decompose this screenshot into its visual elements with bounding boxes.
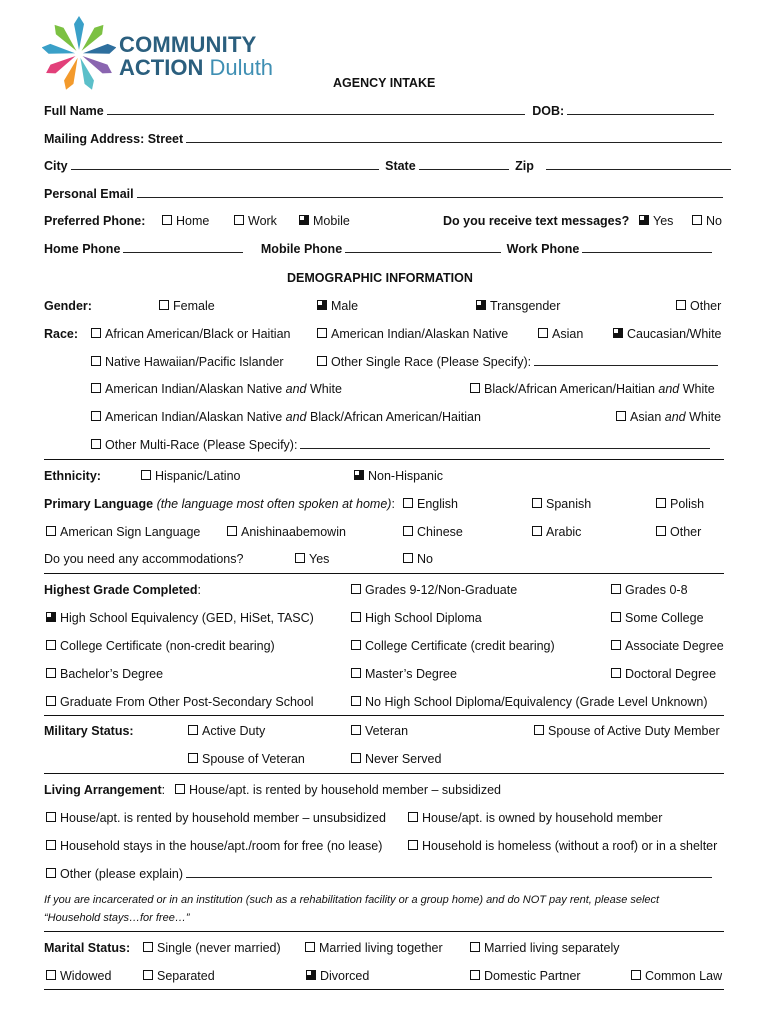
checkbox-icon[interactable]	[470, 942, 480, 952]
edu-hs-equivalency[interactable]	[46, 610, 314, 626]
option-label: English	[417, 497, 458, 511]
checkbox-checked-icon[interactable]	[299, 215, 309, 225]
checkbox-checked-icon[interactable]	[639, 215, 649, 225]
checkbox-icon[interactable]	[227, 526, 237, 536]
checkbox-checked-icon[interactable]	[46, 612, 56, 622]
option-label: Other (please explain)	[60, 867, 183, 881]
ethnicity-non-hispanic[interactable]	[354, 468, 443, 484]
checkbox-icon[interactable]	[351, 725, 361, 735]
option-label: White	[685, 410, 722, 424]
language-spanish[interactable]	[532, 496, 591, 512]
gender-label: Gender:	[44, 299, 92, 313]
living-label-row	[44, 782, 165, 798]
dob-label: DOB:	[532, 104, 565, 118]
checkbox-icon[interactable]	[143, 942, 153, 952]
checkbox-icon[interactable]	[351, 640, 361, 650]
living-other[interactable]	[46, 866, 712, 882]
marital-common-law[interactable]	[631, 968, 722, 984]
option-label-emphasis: and	[285, 410, 307, 424]
checkbox-icon[interactable]	[46, 812, 56, 822]
option-label: Mobile	[313, 214, 350, 228]
mobile-phone-field[interactable]	[345, 241, 501, 253]
military-active-duty[interactable]	[188, 723, 265, 739]
race-other-single-field[interactable]	[534, 354, 718, 366]
checkbox-icon[interactable]	[143, 970, 153, 980]
option-label: Household stays in the house/apt./room for free (no lease)	[60, 839, 383, 853]
option-label: No	[417, 552, 433, 566]
option-label: Married living together	[319, 941, 443, 955]
home-phone-field[interactable]	[123, 241, 243, 253]
race-other-multi[interactable]	[91, 437, 710, 453]
checkbox-icon[interactable]	[532, 498, 542, 508]
checkbox-icon[interactable]	[351, 584, 361, 594]
edu-cert-noncredit[interactable]	[46, 638, 275, 654]
option-label: American Sign Language	[60, 525, 201, 539]
military-label: Military Status:	[44, 724, 134, 738]
text-messages-no[interactable]	[692, 213, 722, 229]
education-label: Highest Grade Completed	[44, 583, 198, 597]
marital-label: Marital Status:	[44, 941, 131, 955]
edu-grades-0-8[interactable]	[611, 582, 688, 598]
option-label: Other Multi-Race (Please Specify):	[105, 438, 298, 452]
phones-row	[44, 241, 712, 257]
state-label: State	[385, 159, 416, 173]
checkbox-icon[interactable]	[403, 526, 413, 536]
edu-no-diploma[interactable]	[351, 694, 708, 710]
checkbox-icon[interactable]	[188, 725, 198, 735]
personal-email-field[interactable]	[137, 186, 723, 198]
checkbox-icon[interactable]	[46, 668, 56, 678]
option-label: Black/African American/Haitian	[484, 382, 659, 396]
living-label: Living Arrangement	[44, 783, 162, 797]
marital-married-together[interactable]	[305, 940, 443, 956]
marital-divorced[interactable]	[306, 968, 369, 984]
checkbox-icon[interactable]	[611, 584, 621, 594]
edu-master[interactable]	[351, 666, 457, 682]
option-label: Polish	[670, 497, 705, 511]
option-label: Asian	[630, 410, 665, 424]
option-label: White	[679, 382, 715, 396]
checkbox-icon[interactable]	[295, 553, 305, 563]
race-american-indian-black[interactable]	[91, 409, 481, 425]
personal-email-row	[44, 186, 723, 202]
accommodations-yes[interactable]	[295, 551, 329, 567]
option-label: House/apt. is rented by household member – subsidized	[189, 783, 501, 797]
checkbox-icon[interactable]	[317, 356, 327, 366]
checkbox-icon[interactable]	[616, 411, 626, 421]
preferred-phone-mobile[interactable]	[299, 213, 350, 229]
option-label: Caucasian/White	[627, 327, 722, 341]
home-phone-label: Home Phone	[44, 242, 121, 256]
language-polish[interactable]	[656, 496, 704, 512]
living-note-line1: If you are incarcerated or in an institution (such as a rehabilitation facility or a group home) and do NOT pay rent, please select	[44, 894, 660, 906]
gender-male[interactable]	[317, 298, 358, 314]
demographic-title: DEMOGRAPHIC INFORMATION	[287, 271, 473, 285]
checkbox-icon[interactable]	[91, 328, 101, 338]
option-label: Black/African American/Haitian	[306, 410, 481, 424]
option-label: Spanish	[546, 497, 592, 511]
option-label: Yes	[309, 552, 330, 566]
city-label: City	[44, 159, 68, 173]
language-english[interactable]	[403, 496, 458, 512]
option-label: Female	[173, 299, 215, 313]
marital-widowed[interactable]	[46, 968, 111, 984]
checkbox-icon[interactable]	[46, 696, 56, 706]
option-label: Domestic Partner	[484, 969, 581, 983]
checkbox-icon[interactable]	[46, 970, 56, 980]
option-label: Master’s Degree	[365, 667, 457, 681]
text-messages-yes[interactable]	[639, 213, 673, 229]
text-messages-label: Do you receive text messages?	[443, 214, 630, 228]
race-other-single[interactable]	[317, 354, 718, 370]
option-label: Non-Hispanic	[368, 469, 444, 483]
full-name-label: Full Name	[44, 104, 104, 118]
option-label: Chinese	[417, 525, 463, 539]
edu-some-college[interactable]	[611, 610, 704, 626]
language-hint: (the language most often spoken at home)	[156, 497, 392, 511]
race-black-white[interactable]	[470, 381, 715, 397]
checkbox-icon[interactable]	[656, 498, 666, 508]
state-field[interactable]	[419, 158, 509, 170]
option-label: College Certificate (non-credit bearing)	[60, 639, 275, 653]
race-american-indian-white[interactable]	[91, 381, 342, 397]
checkbox-icon[interactable]	[692, 215, 702, 225]
checkbox-icon[interactable]	[611, 612, 621, 622]
marital-single[interactable]	[143, 940, 281, 956]
race-asian-white[interactable]	[616, 409, 721, 425]
checkbox-icon[interactable]	[46, 840, 56, 850]
zip-label: Zip	[515, 159, 534, 173]
checkbox-icon[interactable]	[91, 411, 101, 421]
living-homeless[interactable]	[408, 838, 717, 854]
checkbox-icon[interactable]	[234, 215, 244, 225]
option-label: American Indian/Alaskan Native	[331, 327, 509, 341]
full-name-field[interactable]	[107, 103, 525, 115]
race-native-hawaiian[interactable]	[91, 354, 284, 370]
checkbox-icon[interactable]	[159, 300, 169, 310]
option-label: Graduate From Other Post-Secondary School	[60, 695, 314, 709]
military-spouse-veteran[interactable]	[188, 751, 305, 767]
checkbox-icon[interactable]	[408, 812, 418, 822]
gender-transgender[interactable]	[476, 298, 560, 314]
option-label: Veteran	[365, 724, 409, 738]
option-label: Asian	[552, 327, 584, 341]
checkbox-icon[interactable]	[91, 356, 101, 366]
dob-field[interactable]	[567, 103, 714, 115]
preferred-phone-home[interactable]	[162, 213, 209, 229]
race-african-american[interactable]	[91, 326, 291, 342]
option-label: White	[306, 382, 342, 396]
option-label: Bachelor’s Degree	[60, 667, 164, 681]
mailing-address-row	[44, 131, 722, 147]
edu-cert-credit[interactable]	[351, 638, 555, 654]
option-label-emphasis: and	[664, 410, 686, 424]
logo-wordmark-line2	[119, 56, 273, 80]
option-label: African American/Black or Haitian	[105, 327, 291, 341]
option-label: House/apt. is owned by household member	[422, 811, 663, 825]
option-label: Separated	[157, 969, 215, 983]
option-label: Doctoral Degree	[625, 667, 717, 681]
section-divider	[44, 989, 724, 990]
option-label: Household is homeless (without a roof) or in a shelter	[422, 839, 718, 853]
checkbox-icon[interactable]	[175, 784, 185, 794]
option-label: Divorced	[320, 969, 370, 983]
checkbox-icon[interactable]	[46, 868, 56, 878]
language-label-row	[44, 496, 395, 512]
checkbox-icon[interactable]	[91, 439, 101, 449]
checkbox-icon[interactable]	[631, 970, 641, 980]
option-label: Other	[690, 299, 722, 313]
option-label: Associate Degree	[625, 639, 724, 653]
checkbox-icon[interactable]	[305, 942, 315, 952]
language-asl[interactable]	[46, 524, 200, 540]
checkbox-checked-icon[interactable]	[476, 300, 486, 310]
checkbox-icon[interactable]	[403, 553, 413, 563]
option-label: Some College	[625, 611, 704, 625]
checkbox-icon[interactable]	[351, 753, 361, 763]
option-label: Spouse of Veteran	[202, 752, 305, 766]
checkbox-icon[interactable]	[317, 328, 327, 338]
language-colon: :	[391, 497, 395, 511]
section-divider	[44, 459, 724, 460]
option-label: Married living separately	[484, 941, 620, 955]
living-free[interactable]	[46, 838, 382, 854]
option-label: Work	[248, 214, 277, 228]
work-phone-field[interactable]	[582, 241, 712, 253]
mobile-phone-label: Mobile Phone	[260, 242, 343, 256]
race-other-multi-field[interactable]	[300, 437, 710, 449]
option-label: No High School Diploma/Equivalency (Grade Level Unknown)	[365, 695, 708, 709]
edu-grades-9-12[interactable]	[351, 582, 517, 598]
option-label: Native Hawaiian/Pacific Islander	[105, 355, 284, 369]
race-caucasian[interactable]	[613, 326, 722, 342]
option-label: American Indian/Alaskan Native	[105, 382, 286, 396]
option-label: Never Served	[365, 752, 442, 766]
option-label: Single (never married)	[157, 941, 281, 955]
ethnicity-hispanic[interactable]	[141, 468, 240, 484]
option-label: High School Diploma	[365, 611, 482, 625]
option-label: Other Single Race (Please Specify):	[331, 355, 532, 369]
form-title: AGENCY INTAKE	[333, 76, 436, 90]
section-divider	[44, 573, 724, 574]
checkbox-checked-icon[interactable]	[317, 300, 327, 310]
living-other-field[interactable]	[186, 866, 712, 878]
checkbox-icon[interactable]	[538, 328, 548, 338]
race-label: Race:	[44, 327, 79, 341]
checkbox-icon[interactable]	[188, 753, 198, 763]
option-label: Widowed	[60, 969, 112, 983]
checkbox-icon[interactable]	[532, 526, 542, 536]
education-label-row	[44, 582, 201, 598]
ethnicity-label: Ethnicity:	[44, 469, 101, 483]
logo-wordmark-line1: COMMUNITY	[119, 32, 257, 57]
language-label: Primary Language	[44, 497, 154, 511]
preferred-phone-work[interactable]	[234, 213, 277, 229]
checkbox-icon[interactable]	[656, 526, 666, 536]
checkbox-icon[interactable]	[351, 668, 361, 678]
checkbox-icon[interactable]	[408, 840, 418, 850]
full-name-row	[44, 103, 714, 119]
work-phone-label: Work Phone	[506, 242, 580, 256]
option-label: College Certificate (credit bearing)	[365, 639, 555, 653]
race-american-indian[interactable]	[317, 326, 508, 342]
edu-associate[interactable]	[611, 638, 724, 654]
edu-hs-diploma[interactable]	[351, 610, 482, 626]
city-field[interactable]	[71, 158, 379, 170]
language-chinese[interactable]	[403, 524, 463, 540]
marital-separated[interactable]	[143, 968, 215, 984]
gender-other[interactable]	[676, 298, 721, 314]
option-label-emphasis: and	[285, 382, 307, 396]
option-label: Arabic	[546, 525, 582, 539]
option-label: American Indian/Alaskan Native	[105, 410, 286, 424]
checkbox-icon[interactable]	[676, 300, 686, 310]
option-label: Male	[331, 299, 359, 313]
checkbox-icon[interactable]	[470, 383, 480, 393]
marital-domestic-partner[interactable]	[470, 968, 581, 984]
option-label: Other	[670, 525, 702, 539]
language-anishinaabemowin[interactable]	[227, 524, 346, 540]
logo-word-action: ACTION	[119, 55, 204, 80]
checkbox-checked-icon[interactable]	[306, 970, 316, 980]
checkbox-checked-icon[interactable]	[613, 328, 623, 338]
edu-post-secondary[interactable]	[46, 694, 314, 710]
option-label: Grades 0-8	[625, 583, 688, 597]
checkbox-icon[interactable]	[46, 640, 56, 650]
checkbox-checked-icon[interactable]	[354, 470, 364, 480]
edu-doctoral[interactable]	[611, 666, 716, 682]
checkbox-icon[interactable]	[162, 215, 172, 225]
section-divider	[44, 931, 724, 932]
living-note-line2: “Household stays…for free…”	[44, 912, 190, 924]
option-label: Grades 9-12/Non-Graduate	[365, 583, 518, 597]
option-label: Transgender	[490, 299, 561, 313]
option-label: Anishinaabemowin	[241, 525, 346, 539]
mailing-address-label: Mailing Address: Street	[44, 132, 184, 146]
community-action-logo-icon	[42, 14, 116, 94]
zip-field[interactable]	[546, 158, 731, 170]
living-rented-subsidized[interactable]	[175, 782, 501, 798]
checkbox-icon[interactable]	[403, 498, 413, 508]
option-label: High School Equivalency (GED, HiSet, TASC)	[60, 611, 314, 625]
accommodations-no[interactable]	[403, 551, 433, 567]
option-label: House/apt. is rented by household member – unsubsidized	[60, 811, 386, 825]
checkbox-icon[interactable]	[351, 612, 361, 622]
section-divider	[44, 715, 724, 716]
edu-bachelor[interactable]	[46, 666, 163, 682]
preferred-phone-label: Preferred Phone:	[44, 214, 146, 228]
option-label: Active Duty	[202, 724, 266, 738]
mailing-address-field[interactable]	[186, 131, 722, 143]
checkbox-icon[interactable]	[141, 470, 151, 480]
gender-female[interactable]	[159, 298, 215, 314]
section-divider	[44, 773, 724, 774]
checkbox-icon[interactable]	[470, 970, 480, 980]
personal-email-label: Personal Email	[44, 187, 134, 201]
education-colon: :	[197, 583, 201, 597]
option-label: No	[706, 214, 722, 228]
living-rented-unsubsidized[interactable]	[46, 810, 386, 826]
checkbox-icon[interactable]	[46, 526, 56, 536]
checkbox-icon[interactable]	[351, 696, 361, 706]
living-owned[interactable]	[408, 810, 662, 826]
checkbox-icon[interactable]	[91, 383, 101, 393]
option-label: Yes	[653, 214, 674, 228]
checkbox-icon[interactable]	[611, 668, 621, 678]
language-other[interactable]	[656, 524, 701, 540]
option-label: Common Law	[645, 969, 723, 983]
option-label: Spouse of Active Duty Member	[548, 724, 720, 738]
checkbox-icon[interactable]	[534, 725, 544, 735]
military-spouse-active[interactable]	[534, 723, 720, 739]
military-veteran[interactable]	[351, 723, 408, 739]
language-arabic[interactable]	[532, 524, 581, 540]
option-label: Home	[176, 214, 210, 228]
checkbox-icon[interactable]	[611, 640, 621, 650]
logo-word-duluth: Duluth	[209, 55, 274, 80]
living-colon: :	[161, 783, 166, 797]
accommodations-label: Do you need any accommodations?	[44, 552, 244, 566]
marital-married-separately[interactable]	[470, 940, 619, 956]
race-asian[interactable]	[538, 326, 583, 342]
option-label-emphasis: and	[658, 382, 680, 396]
military-never-served[interactable]	[351, 751, 441, 767]
option-label: Hispanic/Latino	[155, 469, 241, 483]
city-state-zip-row	[44, 158, 731, 174]
